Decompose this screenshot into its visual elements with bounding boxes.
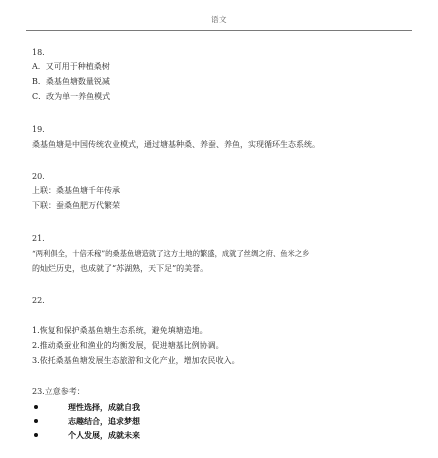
q19-number: 19. bbox=[32, 125, 45, 134]
q22-item-1: 1.恢复和保护桑基鱼塘生态系统，避免填塘造地。 bbox=[32, 326, 208, 335]
q22-item-2: 2.推动桑蚕业和渔业的均衡发展，促进塘基比例协调。 bbox=[32, 341, 224, 350]
q18-option-c: C．改为单一养鱼模式 bbox=[32, 92, 111, 101]
q20-lower-couplet: 下联：蚕桑鱼肥万代繁荣 bbox=[32, 201, 120, 210]
q18-number: 18. bbox=[32, 48, 45, 57]
q23-bullet-item bbox=[32, 401, 140, 413]
q18-option-b: B．桑基鱼塘数量锐减 bbox=[32, 77, 110, 86]
q22-item-3: 3.依托桑基鱼塘发展生态旅游和文化产业，增加农民收入。 bbox=[32, 356, 240, 365]
bullet-icon bbox=[34, 405, 38, 409]
q19-answer: 桑基鱼塘是中国传统农业模式，通过塘基种桑、养蚕、养鱼，实现循环生态系统。 bbox=[32, 140, 320, 149]
page-header bbox=[26, 8, 412, 31]
q21-number: 21. bbox=[32, 234, 45, 243]
q21-answer-line2: 的灿烂历史，也成就了“苏湖熟，天下足”的美誉。 bbox=[32, 264, 209, 273]
q23-bullet-text: 理性选择，成就自我 bbox=[68, 402, 140, 412]
q22-number: 22. bbox=[32, 296, 45, 305]
q23-label: 23.立意参考： bbox=[32, 387, 85, 396]
q21-answer-line1: “两利俱全，十倍禾稼”的桑基鱼塘造就了这方土地的繁盛，成就了丝绸之府、鱼米之乡 bbox=[32, 249, 310, 258]
q23-bullet-text: 个人发展，成就未来 bbox=[68, 430, 140, 440]
q23-bullet-text: 志趣结合，追求梦想 bbox=[68, 416, 140, 426]
header-title: 语文 bbox=[211, 15, 227, 24]
q23-bullet-item bbox=[32, 429, 140, 441]
q18-option-a: A．又可用于种植桑树 bbox=[32, 62, 110, 71]
q20-upper-couplet: 上联：桑基鱼塘千年传承 bbox=[32, 186, 120, 195]
bullet-icon bbox=[34, 419, 38, 423]
bullet-icon bbox=[34, 433, 38, 437]
q23-bullet-item bbox=[32, 415, 140, 427]
q20-number: 20. bbox=[32, 172, 45, 181]
